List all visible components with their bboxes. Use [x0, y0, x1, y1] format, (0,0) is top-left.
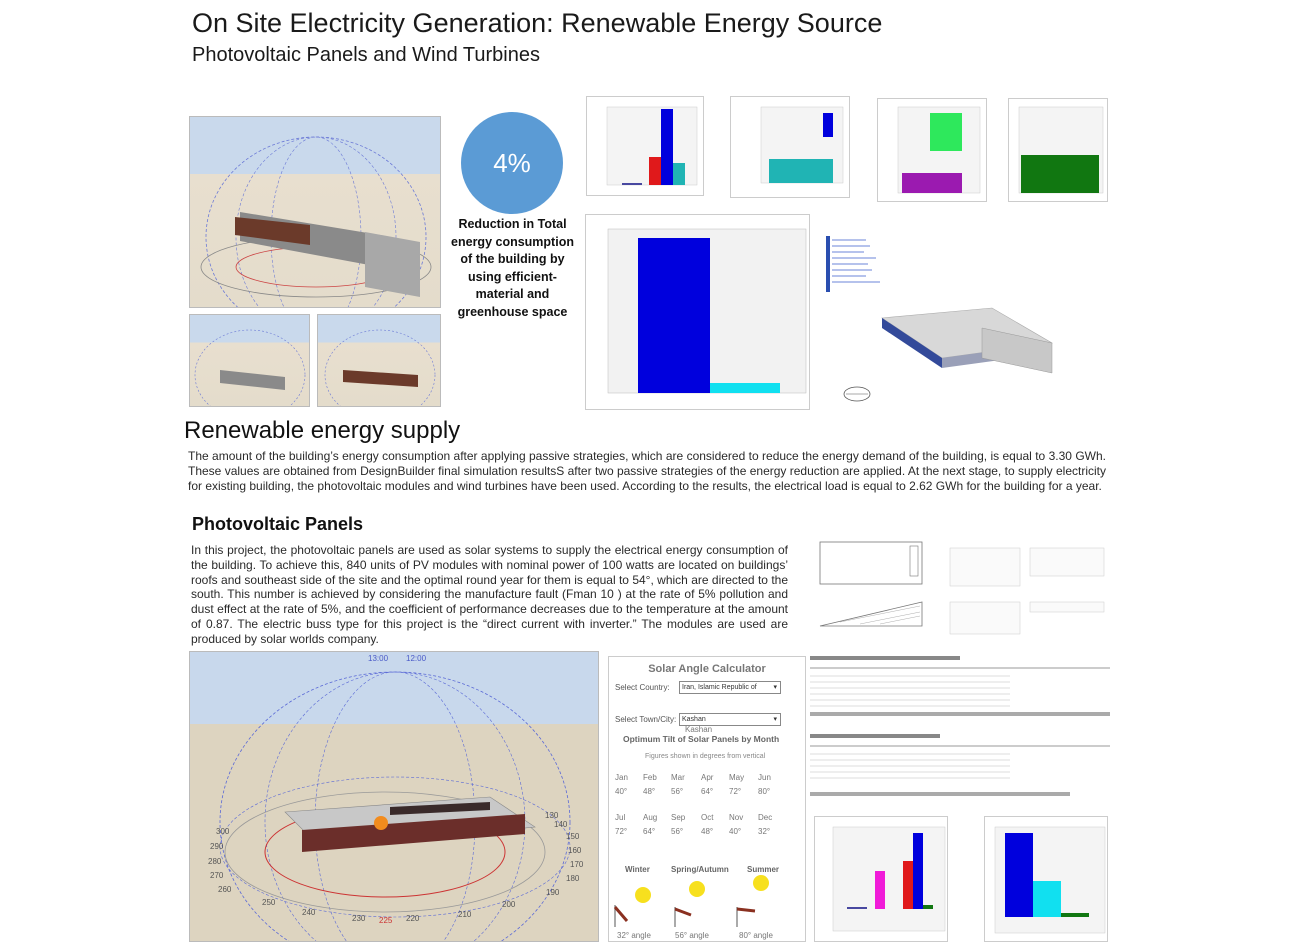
value-apr: 64°	[701, 787, 714, 796]
value-mar: 56°	[671, 787, 684, 796]
season-winter: Winter	[625, 865, 650, 874]
sunpath-label-290: 290	[210, 842, 224, 851]
sunpath-label-170: 170	[570, 860, 584, 869]
annual-energy-chart	[585, 214, 810, 410]
bar-red	[903, 861, 913, 909]
angle-summer: 80° angle	[739, 931, 773, 940]
month-apr: Apr	[701, 773, 714, 782]
bar-cyan	[710, 383, 780, 393]
compass-icon	[842, 384, 872, 404]
city-select-value: Kashan	[682, 716, 706, 723]
sun-spring-icon	[689, 881, 705, 897]
bar-darkgreen	[1061, 913, 1089, 917]
sunpath-label-260: 260	[218, 885, 232, 894]
bar-teal	[769, 159, 833, 183]
pv-paragraph: In this project, the photovoltaic panels are used as solar systems to supply the electrical energy consumption of the building. To achieve this, 840 units of PV modules with nominal power of 100 watts are located on buildings’ roofs and southeast side of the site and the optimal round year for them is equal to 54°, which are directed to the south. This number is achieved by considering the manufacture fault (Fman 10 ) at the rate of 5% pollution and dust effect at the rate of 5%, and the coefficient of performance decreases due to the temperature at the amount of 0.87. The electric buss type for this project is the “direct current with inverter.” The modules are used are produced by solar worlds company.	[191, 543, 788, 646]
building-3d-render	[872, 288, 1058, 384]
month-nov: Nov	[729, 813, 744, 822]
monthly-chart-4	[1008, 98, 1108, 202]
month-jun: Jun	[758, 773, 771, 782]
month-dec: Dec	[758, 813, 773, 822]
solar-angle-calculator	[608, 656, 806, 942]
sunpath-label-130: 130	[545, 811, 559, 820]
bar-blue	[638, 238, 710, 393]
sunpath-label-150: 150	[566, 832, 580, 841]
sun-summer-icon	[753, 875, 769, 891]
month-sep: Sep	[671, 813, 686, 822]
sunpath-render-large	[189, 651, 599, 942]
pv-monthly-chart	[814, 816, 948, 942]
value-oct: 48°	[701, 827, 714, 836]
tilt-heading: Optimum Tilt of Solar Panels by Month	[623, 734, 780, 744]
renewable-paragraph: The amount of the building’s energy consumption after applying passive strategies, which are considered to reduce the energy demand of the building, is equal to 3.30 GWh. These values are obtained from DesignBuilder final simulation resultsS after two passive strategies of the energy reduction are applied. At the next stage, to supply electricity for existing building, the photovoltaic modules and wind turbines have been used. According to the results, the electrical load is equal to 2.62 GWh for the building for a year.	[188, 449, 1106, 493]
tilt-note: Figures shown in degrees from vertical	[645, 753, 766, 760]
city-label: Select Town/City:	[615, 715, 677, 724]
monthly-chart-1	[586, 96, 704, 196]
bar-green	[930, 113, 962, 151]
sunpath-render-main	[189, 116, 441, 308]
country-select[interactable]	[679, 681, 781, 694]
reduction-percent-badge: 4%	[461, 112, 563, 214]
month-feb: Feb	[643, 773, 657, 782]
section-heading-pv: Photovoltaic Panels	[192, 514, 364, 534]
season-summer: Summer	[747, 865, 780, 874]
value-jun: 80°	[758, 787, 771, 796]
sunpath-label-240: 240	[302, 908, 316, 917]
month-aug: Aug	[643, 813, 658, 822]
bar-cyan	[1033, 881, 1061, 917]
sunpath-label-140: 140	[554, 820, 568, 829]
building-legend	[826, 236, 886, 292]
monthly-chart-2	[730, 96, 850, 198]
country-label: Select Country:	[615, 683, 670, 692]
bar-darkgreen	[923, 905, 933, 909]
sunpath-dome-graphic	[190, 117, 441, 308]
tilt-panel-icons	[609, 901, 807, 929]
bar-red	[649, 157, 661, 185]
value-sep: 56°	[671, 827, 684, 836]
sunpath-label-12: 12:00	[406, 654, 427, 663]
bar-blue	[1005, 833, 1033, 917]
sunpath-label-160: 160	[568, 846, 582, 855]
month-oct: Oct	[701, 813, 714, 822]
monthly-chart-3	[877, 98, 987, 202]
sunpath-label-220: 220	[406, 914, 420, 923]
angle-spring: 56° angle	[675, 931, 709, 940]
bar-magenta	[875, 871, 885, 909]
month-mar: Mar	[671, 773, 685, 782]
chevron-down-icon: ▾	[773, 716, 777, 723]
performance-tables	[810, 654, 1115, 802]
sun-marker-icon	[374, 816, 388, 830]
angle-winter: 32° angle	[617, 931, 651, 940]
sunpath-label-13: 13:00	[368, 654, 389, 663]
bar-darkgreen	[1021, 155, 1099, 193]
month-jan: Jan	[615, 773, 628, 782]
bar-blue	[913, 833, 923, 909]
chevron-down-icon: ▾	[773, 684, 777, 691]
city-echo: Kashan	[685, 725, 713, 734]
month-may: May	[729, 773, 745, 782]
sunpath-label-270: 270	[210, 871, 224, 880]
section-heading-renewable: Renewable energy supply	[184, 417, 461, 444]
sunpath-label-190: 190	[546, 888, 560, 897]
sunpath-label-300: 300	[216, 827, 230, 836]
sunpath-render-small-1	[189, 314, 310, 407]
sunpath-label-250: 250	[262, 898, 276, 907]
value-jan: 40°	[615, 787, 628, 796]
pv-module-drawing	[810, 536, 942, 636]
sunpath-label-230: 230	[352, 914, 366, 923]
sunpath-label-225: 225	[379, 916, 393, 925]
sunpath-render-small-2	[317, 314, 441, 407]
value-feb: 48°	[643, 787, 656, 796]
bar-blue	[661, 109, 673, 185]
page-subtitle: Photovoltaic Panels and Wind Turbines	[192, 44, 540, 66]
reduction-caption: Reduction in Total energy consumption of the building by using efficient-material and greenhouse space	[451, 217, 574, 319]
sunpath-label-180: 180	[566, 874, 580, 883]
value-nov: 40°	[729, 827, 742, 836]
value-aug: 64°	[643, 827, 656, 836]
sunpath-label-210: 210	[458, 910, 472, 919]
value-jul: 72°	[615, 827, 628, 836]
country-select-value: Iran, Islamic Republic of	[682, 684, 757, 691]
value-dec: 32°	[758, 827, 771, 836]
month-jul: Jul	[615, 813, 626, 822]
bar-teal	[673, 163, 685, 185]
pv-spec-table	[948, 536, 1108, 636]
value-may: 72°	[729, 787, 742, 796]
pv-annual-chart	[984, 816, 1108, 942]
season-spring-autumn: Spring/Autumn	[671, 865, 729, 874]
page-title: On Site Electricity Generation: Renewable Energy Source	[192, 8, 883, 38]
bar-blue	[823, 113, 833, 137]
calculator-title: Solar Angle Calculator	[648, 663, 766, 675]
sunpath-label-280: 280	[208, 857, 222, 866]
bar-purple	[902, 173, 962, 193]
sunpath-label-200: 200	[502, 900, 516, 909]
